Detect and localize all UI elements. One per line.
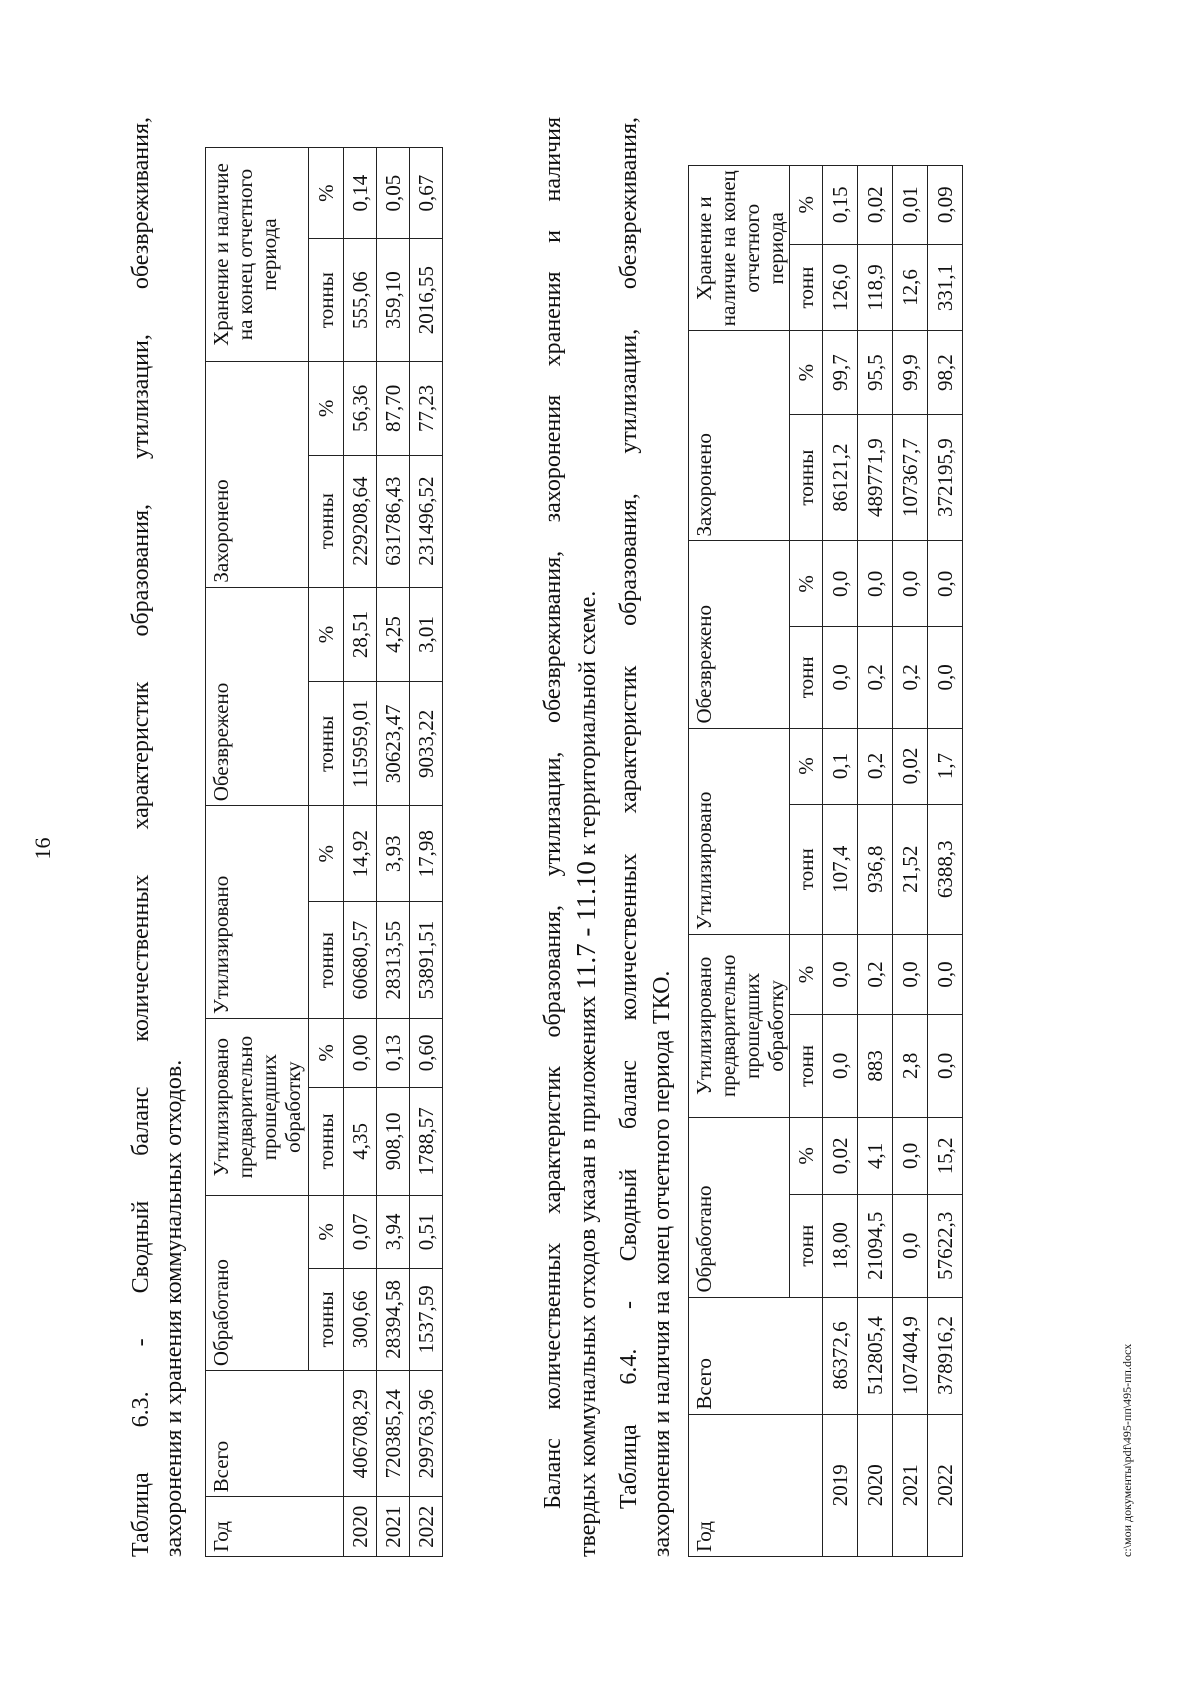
table2-cell: 99,9 bbox=[893, 331, 928, 414]
table2-cell: 6388,3 bbox=[928, 804, 963, 934]
table2-cell: 0,2 bbox=[858, 728, 893, 804]
table2-cell: 0,0 bbox=[823, 1015, 858, 1118]
table2-cell: 0,01 bbox=[893, 166, 928, 245]
table1-cell: 231496,52 bbox=[410, 455, 443, 587]
table2-cell: 0,09 bbox=[928, 166, 963, 245]
table2-row bbox=[928, 166, 963, 1557]
table2-header-total: Всего bbox=[689, 1297, 823, 1414]
table2-cell: 2021 bbox=[893, 1414, 928, 1556]
table2-sub-percent: % bbox=[790, 728, 823, 804]
table2-cell: 0,0 bbox=[893, 541, 928, 627]
table1-sub-percent: % bbox=[309, 1196, 344, 1268]
table2-cell: 0,0 bbox=[823, 541, 858, 627]
table1-sub-tonnes: тонны bbox=[309, 1268, 344, 1371]
table2-cell: 331,1 bbox=[928, 244, 963, 331]
table2-cell: 0,1 bbox=[823, 728, 858, 804]
table1-cell: 28313,55 bbox=[377, 902, 410, 1019]
table2-cell: 98,2 bbox=[928, 331, 963, 414]
table2-sub-tonnes: тонн bbox=[790, 244, 823, 331]
table2-header-utilized-after-processing: Утилизировано предварительно прошедших обработку bbox=[689, 934, 790, 1117]
table2-cell: 4,1 bbox=[858, 1117, 893, 1194]
table2-cell: 2,8 bbox=[893, 1015, 928, 1118]
table2-sub-tonnes: тонн bbox=[790, 627, 823, 728]
table1-header-stored: Хранение и наличие на конец отчетного периода bbox=[206, 148, 309, 362]
table2-cell: 0,02 bbox=[858, 166, 893, 245]
table2-caption-line2: захоронения и наличия на конец отчетного периода ТКО. bbox=[649, 970, 675, 1557]
table2-cell: 0,0 bbox=[893, 934, 928, 1014]
table1-cell: 17,98 bbox=[410, 806, 443, 902]
table2-cell: 0,0 bbox=[823, 934, 858, 1014]
table1-cell: 359,10 bbox=[377, 239, 410, 362]
table1-caption-line1: Таблица 6.3. - Сводный баланс количественных характеристик образования, утилизации, обезвреживания, bbox=[128, 117, 154, 1557]
table1-cell: 1537,59 bbox=[410, 1268, 443, 1371]
table1-cell: 0,05 bbox=[377, 148, 410, 239]
table1-sub-percent: % bbox=[309, 1019, 344, 1088]
table1-cell: 30623,47 bbox=[377, 682, 410, 806]
table2-cell: 0,0 bbox=[893, 1117, 928, 1194]
table2-header-processed: Обработано bbox=[689, 1117, 790, 1297]
table2-cell: 1,7 bbox=[928, 728, 963, 804]
table2-cell: 0,15 bbox=[823, 166, 858, 245]
table1-cell: 60680,57 bbox=[344, 902, 377, 1019]
table1-cell: 0,07 bbox=[344, 1196, 377, 1268]
table2-sub-percent: % bbox=[790, 166, 823, 245]
table2-cell: 86372,6 bbox=[823, 1297, 858, 1414]
table1-cell: 0,14 bbox=[344, 148, 377, 239]
table2-cell: 99,7 bbox=[823, 331, 858, 414]
body-paragraph bbox=[537, 117, 603, 1557]
table2-cell: 118,9 bbox=[858, 244, 893, 331]
table1-cell: 908,10 bbox=[377, 1087, 410, 1195]
table2-cell: 0,0 bbox=[928, 934, 963, 1014]
table1-cell: 3,01 bbox=[410, 587, 443, 682]
table2-cell: 21,52 bbox=[893, 804, 928, 934]
table1-row bbox=[410, 148, 443, 1557]
appendix-reference: 11.7 - 11.10 bbox=[571, 861, 601, 990]
table2-cell: 936,8 bbox=[858, 804, 893, 934]
table1-cell: 1788,57 bbox=[410, 1087, 443, 1195]
table2-cell: 2022 bbox=[928, 1414, 963, 1556]
table2-cell: 107,4 bbox=[823, 804, 858, 934]
table2-cell: 0,0 bbox=[928, 1015, 963, 1118]
table1-sub-tonnes: тонны bbox=[309, 682, 344, 806]
table1-cell: 555,06 bbox=[344, 239, 377, 362]
table1-cell: 87,70 bbox=[377, 362, 410, 456]
table1-sub-percent: % bbox=[309, 587, 344, 682]
table2-cell: 0,0 bbox=[858, 541, 893, 627]
body-paragraph-line1: Баланс количественных характеристик образования, утилизации, обезвреживания, захоронения хранения и наличия bbox=[540, 117, 566, 1509]
table2-sub-tonnes: тонны bbox=[790, 414, 823, 541]
table1-cell: 406708,29 bbox=[344, 1371, 377, 1497]
table2-sub-tonnes: тонн bbox=[790, 804, 823, 934]
table2-cell: 107404,9 bbox=[893, 1297, 928, 1414]
table2-cell: 512805,4 bbox=[858, 1297, 893, 1414]
table1-cell: 0,60 bbox=[410, 1019, 443, 1088]
table1-cell: 14,92 bbox=[344, 806, 377, 902]
table1-cell: 299763,96 bbox=[410, 1371, 443, 1497]
table1-sub-tonnes: тонны bbox=[309, 1087, 344, 1195]
table2-header-neutralized: Обезврежено bbox=[689, 541, 790, 728]
table1-header-utilized: Утилизировано bbox=[206, 806, 309, 1019]
table1 bbox=[205, 147, 443, 1557]
table1-cell: 0,51 bbox=[410, 1196, 443, 1268]
table1-cell: 53891,51 bbox=[410, 902, 443, 1019]
table2-cell: 0,2 bbox=[893, 627, 928, 728]
table1-header-neutralized: Обезврежено bbox=[206, 587, 309, 806]
table1-caption-line2: захоронения и хранения коммунальных отходов. bbox=[161, 1059, 187, 1557]
table1-cell: 56,36 bbox=[344, 362, 377, 456]
table2-row bbox=[893, 166, 928, 1557]
table2-cell: 57622,3 bbox=[928, 1194, 963, 1297]
table1-cell: 229208,64 bbox=[344, 455, 377, 587]
table2 bbox=[688, 165, 963, 1557]
table1-sub-tonnes: тонны bbox=[309, 902, 344, 1019]
table2-header-stored: Хранение и наличие на конец отчетного периода bbox=[689, 166, 790, 331]
table2-caption bbox=[613, 117, 679, 1557]
table2-cell: 0,0 bbox=[928, 627, 963, 728]
page-number: 16 bbox=[30, 837, 55, 860]
table2-cell: 0,0 bbox=[928, 541, 963, 627]
table1-cell: 77,23 bbox=[410, 362, 443, 456]
table1-cell: 4,25 bbox=[377, 587, 410, 682]
table2-cell: 0,0 bbox=[823, 627, 858, 728]
table1-cell: 2020 bbox=[344, 1497, 377, 1557]
table1-cell: 4,35 bbox=[344, 1087, 377, 1195]
table1-cell: 300,66 bbox=[344, 1268, 377, 1371]
footer-file-path: c:\мои документы\pdf\495-пп\495-пп.docx bbox=[1120, 1343, 1134, 1557]
table2-cell: 0,02 bbox=[823, 1117, 858, 1194]
table2-sub-tonnes: тонн bbox=[790, 1015, 823, 1118]
table1-header-year: Год bbox=[206, 1497, 344, 1557]
table2-cell: 0,0 bbox=[893, 1194, 928, 1297]
table2-cell: 15,2 bbox=[928, 1117, 963, 1194]
table2-cell: 0,2 bbox=[858, 934, 893, 1014]
table2-cell: 86121,2 bbox=[823, 414, 858, 541]
table2-cell: 372195,9 bbox=[928, 414, 963, 541]
table1-cell: 631786,43 bbox=[377, 455, 410, 587]
table1-cell: 2021 bbox=[377, 1497, 410, 1557]
table2-cell: 95,5 bbox=[858, 331, 893, 414]
table1-caption bbox=[125, 117, 191, 1557]
table2-cell: 489771,9 bbox=[858, 414, 893, 541]
table2-sub-percent: % bbox=[790, 331, 823, 414]
table2-sub-percent: % bbox=[790, 934, 823, 1014]
table2-sub-tonnes: тонн bbox=[790, 1194, 823, 1297]
table1-sub-percent: % bbox=[309, 362, 344, 456]
body-paragraph-text: твердых коммунальных отходов указан в приложениях bbox=[575, 989, 601, 1557]
table2-sub-percent: % bbox=[790, 1117, 823, 1194]
body-paragraph-line2 bbox=[570, 117, 603, 1557]
table2-sub-percent: % bbox=[790, 541, 823, 627]
table2-row bbox=[858, 166, 893, 1557]
table1-cell: 3,94 bbox=[377, 1196, 410, 1268]
table2-cell: 12,6 bbox=[893, 244, 928, 331]
table2-cell: 378916,2 bbox=[928, 1297, 963, 1414]
table2-cell: 21094,5 bbox=[858, 1194, 893, 1297]
table1-sub-percent: % bbox=[309, 806, 344, 902]
table1-sub-percent: % bbox=[309, 148, 344, 239]
table1-cell: 115959,01 bbox=[344, 682, 377, 806]
table1-cell: 0,67 bbox=[410, 148, 443, 239]
table1-cell: 0,13 bbox=[377, 1019, 410, 1088]
table1-header-total: Всего bbox=[206, 1371, 344, 1497]
table2-cell: 126,0 bbox=[823, 244, 858, 331]
table1-cell: 2016,55 bbox=[410, 239, 443, 362]
table2-cell: 0,02 bbox=[893, 728, 928, 804]
table1-row bbox=[377, 148, 410, 1557]
table2-header-year: Год bbox=[689, 1414, 823, 1556]
table1-header-processed: Обработано bbox=[206, 1196, 309, 1371]
table1-cell: 3,93 bbox=[377, 806, 410, 902]
table2-cell: 883 bbox=[858, 1015, 893, 1118]
table2-header-utilized: Утилизировано bbox=[689, 728, 790, 934]
table2-cell: 0,2 bbox=[858, 627, 893, 728]
table1-header-utilized-after-processing: Утилизировано предварительно прошедших обработку bbox=[206, 1019, 309, 1196]
table1-cell: 2022 bbox=[410, 1497, 443, 1557]
table1-cell: 28,51 bbox=[344, 587, 377, 682]
body-paragraph-text: к территориальной схеме. bbox=[575, 590, 601, 862]
table2-header-buried: Захоронено bbox=[689, 331, 790, 541]
table1-sub-tonnes: тонны bbox=[309, 239, 344, 362]
table2-cell: 18,00 bbox=[823, 1194, 858, 1297]
table2-cell: 2019 bbox=[823, 1414, 858, 1556]
table1-row bbox=[344, 148, 377, 1557]
table1-cell: 720385,24 bbox=[377, 1371, 410, 1497]
table1-header-buried: Захоронено bbox=[206, 362, 309, 588]
table2-cell: 2020 bbox=[858, 1414, 893, 1556]
table1-cell: 28394,58 bbox=[377, 1268, 410, 1371]
table2-row bbox=[823, 166, 858, 1557]
table1-cell: 0,00 bbox=[344, 1019, 377, 1088]
table1-cell: 9033,22 bbox=[410, 682, 443, 806]
table2-caption-line1: Таблица 6.4. - Сводный баланс количественных характеристик образования, утилизации, обезвреживания, bbox=[616, 117, 642, 1509]
table1-sub-tonnes: тонны bbox=[309, 455, 344, 587]
table2-cell: 107367,7 bbox=[893, 414, 928, 541]
